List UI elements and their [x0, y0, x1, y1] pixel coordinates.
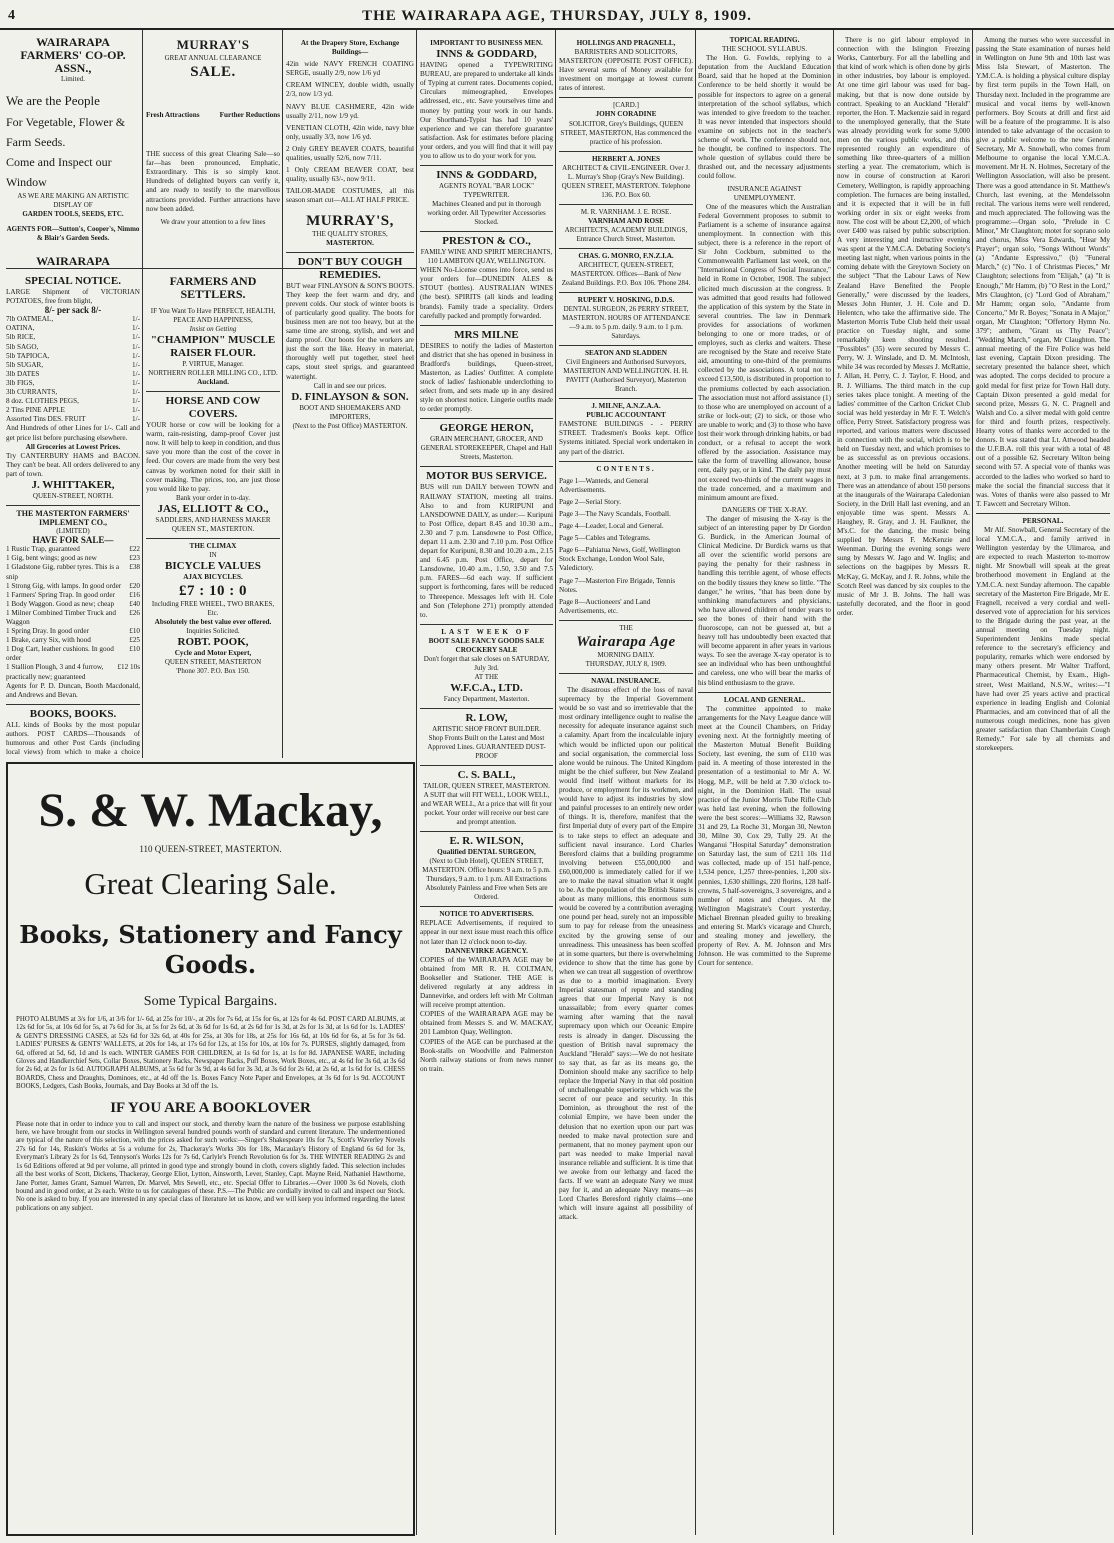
- price-list-row: [6, 315, 140, 324]
- list-item: VENETIAN CLOTH, 42in wide, navy blue only, usually 3/3, now 1/6 yd.: [286, 123, 414, 141]
- mackay-bargains: Some Typical Bargains.: [143, 994, 278, 1009]
- price-list-item: 1 Farmers' Spring Trap. In good order: [6, 590, 115, 599]
- jones-name: HERBERT A. JONES: [591, 154, 661, 163]
- business-men: IMPORTANT TO BUSINESS MEN.: [430, 39, 543, 47]
- whittaker-text1: And Hundreds of other Lines for 1/-. Call and get price list before purchasing elsewhere.: [6, 424, 140, 442]
- list-item: Page 3—The Navy Scandals, Football.: [559, 509, 671, 518]
- column-4: [420, 36, 553, 1536]
- column-rule: [555, 30, 556, 1535]
- column-rule: [282, 30, 283, 758]
- unemployment-text: One of the measures which the Australian Federal Government proposes to submit to Parliament is a scheme of insurance against unemployment. In connection with this subject, there is a reference in the report of Sir John Cockburn, submitted to the Commonwealth Parliament last week, on the "International Congress of Social Insurance," held in Rome in October, 1908. The subject elicited much discussion at the congress. It was admitted that good results had followed the application of this system by the State in several countries. The law in Denmark provides for associations of workmen belonging to one or more trades, or of employes, such as clerks and waiters. These are recognised by the State and receive State aid, amounting to one-third of the premiums collected by the associations. A total not to exceed £13,500, is distributed in proportion to the premiums collected by each association. The association must not afford assistance (1) to those who are unemployed on account of a strike or lock-out; (2) to sick, or those who are unable to work; and (3) to those who have lost their work through drinking habits, or bad conduct, or a refusal to accept the work offered by the association. Assistance may take the form of travelling allowance, house rent, daily pay, or in kind. The daily pay must not exceed two-thirds of the current wages in the trade concerned, and a maximum and minimum amount are fixed.: [698, 202, 831, 502]
- price-list-item: 8 doz. CLOTHES PEGS,: [6, 397, 79, 406]
- wilson-text: (Next to Club Hotel), QUEEN STREET, MASTERTON. Office hours: 9 a.m. to 5 p.m. Thursdays, 9 a.m. to 1 p.m. All Extractions Absolutely Painless and Free when Sets are Ordered.: [422, 857, 551, 902]
- murray-text: THE success of this great Clearing Sale—so far—has been pronounced, Emphatic, Extraordinary. This is so simply knot. Hundreds of delighted buyers can verify it, and are ready to testify to the marvellous attractions provided. Further attractions have now been added.: [146, 150, 280, 213]
- coop-line3: Come and Inspect our Window: [6, 155, 112, 189]
- heron-heading: GEORGE HERON,: [439, 422, 534, 435]
- murray-fresh: Fresh Attractions: [146, 111, 200, 119]
- rive-text: ALL kinds of Books by the most popular authors. POST CARDS—Thousands of humorous and other Post Cards (including local views) from which to make a choice: [6, 720, 140, 756]
- hollings-text: MASTERTON (OPPOSITE POST OFFICE). Have several sums of Money available for investment on mortgage at lowest current rates of interest.: [559, 57, 693, 93]
- price-list-price: £26: [129, 608, 140, 617]
- column-rule: [142, 30, 143, 758]
- price-list-item: 3lb CURRANTS,: [6, 388, 58, 397]
- price-list-item: 1 Milner Combined Timber Truck and Waggon: [6, 608, 117, 626]
- syllabus-text: The Hon. G. Fowlds, replying to a deputation from the Auckland Education Board, said that he hoped at the Dominion Conference to be held shortly it would be possible for inspectors to agree on a general interpretation of the school syllabus, which was intended to give freedom to the teacher. It was never intended that inspectors should examine on subjects not in the teacher's scheme of work. The conference should not, he thought, be confined to inspectors. The whole question of syllabus could there be thrashed out, and the necessary adjustments could follow.: [698, 54, 831, 181]
- mackay-ad: [6, 762, 415, 1536]
- ball-name: C. S. BALL,: [457, 769, 516, 782]
- column-rule: [972, 30, 973, 1535]
- column-rule: [695, 30, 696, 1535]
- seaton-ad: [559, 346, 693, 399]
- pook-in: IN: [209, 550, 217, 559]
- coop-line2: For Vegetable, Flower & Farm Seeds.: [6, 115, 126, 149]
- mackay-name: S. & W. Mackay,: [38, 784, 383, 837]
- price-list-item: 5lb RICE,: [6, 333, 36, 342]
- price-list-item: 5lb TAPIOCA,: [6, 351, 50, 360]
- murray-reductions: Further Reductions: [219, 111, 280, 119]
- price-list-row: [6, 324, 140, 333]
- local-heading: LOCAL AND GENERAL.: [698, 692, 831, 705]
- mackay-booklover-text: Please note that in order to induce you to call and inspect our stock, and thereby learn the nature of the business we purpose establishing here, we have brought from our stocks in Wellington several hundred pounds worth of standard and current literature. The undermentioned are typical of the nature of this selection, with the prices asked for such works:—Singer's Shakespeare 10s for 7s, Scott's Waverley Novels 27s 6d for 14s, Ruskin's Works at 5s a volume for 2s, Thackeray's Works 30s for 18s, Macaulay's History of England 6s 6d for 3s, Everyman's Library 2s for 1s 6d, Tennyson's Works 12s for 7s 6d, Carlyle's French Revolution 6s for 3s. THE WINTER READING 2s and 1s 6d Editions offered at 9d per volume, all printed in good type and strongly bound in cloth, covers slightly faded. This selection includes all the best works of Scott, Dickens, Thackeray, George Eliot, Lytton, Ainsworth, Lever, Stanley, Capt. Mayne Reid, Nathaniel Hawthorne, Jane Porter, James Grant, Samuel Warren, Dr. Marvel, Mrs Sewell, etc., etc. Special Offer to Libraries.—Over 1000 3s 6d Novels, cloth bound and in good order, at 2s each. Write to us for catalogues of these. P.S.—The Public are cordially invited to call and inspect our Stock. No one is asked to buy. If you are interested in any special class of literature let us know, and we will keep you informed regarding the latest publications on any subject.: [16, 1120, 405, 1212]
- price-list-row: [6, 645, 140, 663]
- column-8: [976, 36, 1110, 1536]
- jones-text: ARCHITECT & CIVIL-ENGINEER. Over J. L. Murray's Shop (Gray's New Building). QUEEN STREET, MASTERTON. Telephone 136. P.O. Box 60.: [561, 163, 691, 199]
- low-name: R. LOW,: [465, 712, 508, 725]
- price-list-row: [6, 545, 140, 554]
- topical-heading: TOPICAL READING.: [729, 36, 800, 44]
- pook-best: Absolutely the best value ever offered.: [154, 618, 272, 627]
- implement-agents: Agents for P. D. Duncan, Booth Macdonald, and Andrews and Bevan.: [6, 681, 140, 699]
- whittaker-address: QUEEN-STREET, NORTH.: [32, 491, 114, 500]
- dannevirke-heading: DANNEVIRKE AGENCY.: [445, 946, 528, 955]
- notice-text: REPLACE Advertisements, if required to appear in our next issue must reach this office not later than 12 o'clock noon to-day.: [420, 919, 553, 946]
- column-5: [559, 36, 693, 1536]
- hosking-ad: [559, 293, 693, 346]
- implement-heading: HAVE FOR SALE—: [32, 535, 114, 546]
- price-list-price: 1/-: [132, 360, 140, 369]
- masthead-title: THE WAIRARAPA AGE, THURSDAY, JULY 8, 1909.: [362, 8, 752, 24]
- list-item: TAILOR-MADE COSTUMES, all this season smart cut—ALL AT HALF PRICE.: [286, 187, 414, 205]
- settlers-company: NORTHERN ROLLER MILLING CO., LTD.: [148, 369, 278, 377]
- preston-text: WHEN No-License comes into force, send us your orders for—DUNEDIN ALES & STOUT (bottles). AUSTRALIAN WINES (the best). SPIRITS (all kinds and leading brands). Family trade a speciality. Orders carefully packed and promptly forwarded.: [420, 266, 553, 320]
- price-list-price: £23: [129, 554, 140, 563]
- covers-send: Bank your order in to-day.: [176, 493, 250, 502]
- wfca-dept: Fancy Department, Masterton.: [443, 695, 530, 704]
- pook-trade: Cycle and Motor Expert,: [174, 649, 252, 658]
- list-item: Page 6—Pahiatua News, Golf, Wellington Stock Exchange, London Wool Sale, Valedictory.: [559, 546, 681, 573]
- implement-price-list: [6, 545, 140, 681]
- list-item: Page 4—Leader, Local and General.: [559, 522, 664, 531]
- whittaker-groceries: All Groceries at Lowest Prices.: [25, 442, 121, 451]
- price-list-row: [6, 591, 140, 600]
- murray-drapery: At the Drapery Store, Exchange Buildings—: [300, 39, 400, 57]
- price-list-price: £22: [129, 545, 140, 554]
- hollings-ad: [559, 36, 693, 98]
- low-sub: ARTISTIC SHOP FRONT BUILDER.: [432, 725, 541, 734]
- murray-sale-ad: [146, 36, 280, 266]
- mackay-address: 110 QUEEN-STREET, MASTERTON.: [139, 844, 282, 854]
- page-number: 4: [8, 8, 15, 23]
- murray-attention: We draw your attention to a few lines: [160, 217, 266, 226]
- list-item: Page 7—Masterton Fire Brigade, Tennis Notes.: [559, 576, 676, 594]
- coop-line1: We are the People: [6, 93, 100, 108]
- price-list-price: £20: [129, 581, 140, 590]
- settlers-signed: P. VIRTUE, Manager.: [182, 360, 244, 368]
- seaton-name: SEATON AND SLADDEN: [584, 348, 667, 357]
- price-list-price: 1/-: [132, 351, 140, 360]
- price-list-row: [6, 563, 140, 581]
- inns-text: HAVING opened a TYPEWRITING BUREAU, are prepared to undertake all kinds of Typing at current rates. Documents copied, Circulars mimeographed, Envelopes addressed, etc., etc. Save yourselves time and money by putting your work in our hands. Our Shorthand-Typist has had 10 years' experience and we can therefore guarantee satisfaction. Ask for estimates before placing your orders, and you will find that it will pay you to allow us to do your work for you.: [420, 61, 553, 161]
- murray-line-list: [286, 60, 414, 205]
- hollings-sub: BARRISTERS AND SOLICITORS,: [574, 48, 678, 57]
- sale-text: Don't forget that sale closes on SATURDAY, July 3rd.: [423, 655, 550, 673]
- coop-name-2: WAIRARAPA: [36, 254, 110, 266]
- price-list-row: [6, 352, 140, 361]
- ball-ad: [420, 766, 553, 832]
- naval-article: [559, 674, 693, 1223]
- monro-ad: [559, 249, 693, 293]
- pook-brand: AJAX BICYCLES.: [183, 572, 243, 581]
- local-text: The committee appointed to make arrangements for the Navy League dance will meet at the Council Chambers, on Friday evening next. At the fortnightly meeting of the Masterton Mutual Benefit Building Society, last evening, the sum of £110 was paid in. A meeting of those interested in the presentation of a testimonial to Mr A. W. Hogg, M.P., will be held at 7.30 o'clock to-night, in the Dominion Hall. The usual practice of the Junior Morris Tube Rifle Club was held last evening, when the following were the best scores:—Williams 32, Rawson 31 and 29, La Roche 31, Morgan 30, Newton 30, Milne 30, Cox 29, Tully 29. At the Wanganui "Hospital Saturday" demonstration on Saturday last, the sum of £211 10s 11d was collected, made up of 151 half-pence, 1,534 pence, 1,257 three-pennies, 1,200 six-pennies, 1,630 shillings, 220 florins, 128 half-crowns, 5 half-sovereigns, 3 sovereigns, and a number of notes and cheques. At the Wellington Magistrate's Court yesterday, Michael Brennan pleaded guilty to breaking and entering St. Mark's vicarage and Church, and stealing money and jewellery, the property of Rev. A. M. Johnson and Mrs Johnson. He was committed to the Supreme Court for sentence.: [698, 704, 831, 968]
- personal-text: Mr Alf. Snowball, General Secretary of the local Y.M.C.A., and family arrived in Wellington yesterday by the Ulimaroa, and are expected to reach Masterton to-morrow night. Mr Snowball will speak at the great brotherhood movement in England at the Y.M.C.A. next Sunday afternoon. The capable secretary of the Masterton Fire Brigade, Mr E. Fragnell, received a very cordial and well-deserved vote of appreciation for his services to the Brigade during the past year, at the annual meeting on Tuesday night. Superintendent Jenkins made special reference to the secretary's efficiency and popularity, remarks which were endorsed by many others present. Mr Walter Trafford, Pharmaceutical Chemist, by Exam., High-street, West Maitland, N.S.W., writes:—"I have had over 25 years active and practical experience in leading English and Colonial Pharmacies, and am convinced that of all the numerous cough medicines, none has given greater satisfaction than Chamberlain Cough Remedy." For sale by all chemists and storekeepers.: [976, 525, 1110, 753]
- inns-heading: INNS & GODDARD,: [436, 48, 537, 61]
- covers-text: YOUR horse or cow will be looking for a warm, rain-resisting, damp-proof Cover just now. It will help to keep in condition, and thus save you more than the cost of the cover in feed. Our covers are made from the very best canvas by workmen noted for their skill in cover making. The prices, too, are just those you would like to pay.: [146, 421, 280, 493]
- murray-town: MASTERTON.: [326, 238, 374, 247]
- contents-list: [559, 477, 693, 616]
- implement-name: THE MASTERTON FARMERS' IMPLEMENT CO.,: [16, 508, 130, 528]
- whittaker-name: J. WHITTAKER,: [31, 478, 115, 491]
- coop-limited: Limited.: [61, 75, 85, 83]
- wilson-ad: [420, 832, 553, 907]
- motor-text: BUS will run DAILY between TOWN and RAILWAY STATION, meeting all trains. Also to and from KURIPUNI and LANSDOWNE DAILY, as under:— Kuripuni to Post Office, depart 8.45 and 10.30 a.m., 2.30 and 7 p.m. Lansdowne to Post Office, depart 11 a.m. 2.30 and 7.10 p.m. Post Office depart for Kuripuni, 8.30 and 10.20 a.m., 2.15 and 6.45 p.m. Post Office, depart for Lansdowne, 10.40 a.m., 1.50, 3.50 and 7.5 p.m. FARES—6d each way. If sufficient support is forthcoming, fares will be reduced to Threepence. Messages left with H. Cole and Son (Telephone 271) promptly attended to.: [420, 483, 553, 619]
- price-list-item: 1 Body Waggon. Good as new; cheap: [6, 599, 115, 608]
- whittaker-ad: [6, 272, 140, 506]
- price-list-row: [6, 627, 140, 636]
- finlayson-text: BUT wear FINLAYSON & SON'S BOOTS. They keep the feet warm and dry, and prevent colds. Our stock of winter boots is of particularly good quality. The boots for business men are not too heavy, but at the same time are strong, stylish, and wet and damp proof. Our boots for the workers are just the sort the like. Heavy in material, thoroughly well put together, steel heel caps, stout steel sprigs, and guaranteed watertight.: [286, 281, 414, 381]
- price-list-row: [6, 406, 140, 415]
- wfca-ad: [420, 625, 553, 709]
- masthead: [0, 6, 1114, 30]
- price-list-item: OATINA,: [6, 324, 35, 333]
- boot-sale: BOOT SALE FANCY GOODS SALE CROCKERY SALE: [428, 636, 545, 655]
- sale-week: LAST WEEK OF: [441, 627, 532, 636]
- inns2-heading: INNS & GODDARD,: [436, 169, 537, 182]
- covers-name: JAS, ELLIOTT & CO.,: [157, 502, 269, 515]
- business-men-ad: [420, 36, 553, 166]
- price-list-item: 1 Gladstone Gig, rubber tyres. This is a snip: [6, 563, 120, 581]
- price-list-price: 1/-: [132, 333, 140, 342]
- hosking-name: RUPERT V. HOSKING, D.D.S.: [577, 295, 675, 304]
- list-item: Page 5—Cables and Telegrams.: [559, 534, 651, 543]
- list-item: CREAM WINCEY, double width, usually 2/3, now 1/3 yd.: [286, 81, 414, 99]
- price-list-price: 1/-: [132, 324, 140, 333]
- monro-text: ARCHITECT, QUEEN-STREET, MASTERTON. Offices—Bank of New Zealand Buildings. P.O. Box 106. 'Phone 284.: [561, 260, 691, 287]
- price-list-price: 1/-: [132, 397, 140, 406]
- coop-line5: GARDEN TOOLS, SEEDS, ETC.: [22, 210, 124, 218]
- ball-sub: TAILOR, QUEEN STREET, MASTERTON.: [423, 782, 550, 791]
- column-3: [286, 36, 414, 756]
- heron-text: GRAIN MERCHANT, GROCER, AND GENERAL STOREKEEPER, Chapel and Hall Streets, Masterton.: [420, 435, 553, 462]
- milne-heading: MRS MILNE: [454, 328, 519, 341]
- finlayson-ad: [286, 253, 414, 435]
- price-list-item: 2 Tins PINE APPLE: [6, 406, 65, 415]
- whittaker-heading: SPECIAL NOTICE.: [25, 275, 121, 287]
- pook-ad: [146, 539, 280, 680]
- coop-name: WAIRARAPA FARMERS' CO-OP. ASSN.,: [20, 36, 126, 75]
- pook-address: QUEEN STREET, MASTERTON: [164, 658, 262, 667]
- price-list-price: £12 10s: [117, 663, 140, 672]
- unemployment-heading: INSURANCE AGAINST UNEMPLOYMENT.: [727, 184, 802, 202]
- notices: [420, 907, 553, 1078]
- mackay-text: PHOTO ALBUMS at 3/s for 1/6, at 3/6 for 1/- 6d, at 25s for 10/-, at 20s for 7s 6d, at 15s for 6s, at 12s for 4s 6d. POST CARD ALBUMS, at 12s 6d for 5s, at 10s 6d for 5s, at 7s 6d for 3s, at 5s for 2s 6d, at 3s 6d for 1s 6d, at 2s 6d for 1s 3d, at 2s for 1s 3d, at 1s 6d for 1s. LADIES' & GENT'S DRESSING CASES, at 52s 6d for 32s 6d, at 40s for 25s, at 30s for 18s, at 25s for 16s 6d, at 10s 6d for 6s, at 5s for 3s 6d. LADIES' PURSES & GENTS' WALLETS, at 20s for 14s, at 17s 6d for 12s, at 15s for 10s, at 10s for 7s. PURSES, slightly damaged, from 6d, offered at 5d, 6d, 1d and 1s each. WINTER GAMES FOR CHILDREN, at 1s 6d for 1s, at 1s for 8d. JAPANESE WARE, including Gloves and Handkerchief Sets, Collar Boxes, Stationery Racks, Newspaper Racks, Puff Boxes, Work Boxes, etc., at 4s 6d for 3s 6d, at 3s 6d for 2s 6d, at 2s for 1s 6d. AUTOGRAPH ALBUMS, at 5s 6d for 3s 9d, at 4s 6d for 3s 3d, at 3s 6d for 2s 6d, at 2s 6d, at 1s 6d for 1s. CHESS BOARDS, Chess and Draughts, Dominoes, etc., at 4d off the 1s. Boxes Fancy Note Paper and Envelopes, at 3s 6d for 1s 9d. ACCOUNT BOOKS, Ledgers, Cash Books, Journals, and Day Books at 3d off the 1s.: [16, 1016, 405, 1091]
- copies-text: COPIES of the WAIRARAPA AGE may be obtained from Messrs S. and W. MACKAY, 201 Lambton Quay, Wellington.: [420, 1010, 553, 1037]
- naval-heading: NAVAL INSURANCE.: [591, 676, 661, 685]
- heron-ad: [420, 419, 553, 467]
- price-list-row: [6, 388, 140, 397]
- pook-phone: 'Phone 307. P.O. Box 150.: [176, 667, 250, 676]
- price-list-item: 1 Brake, carry Six, with hood: [6, 636, 91, 645]
- price-list-item: 1 Spring Dray. In good order: [6, 627, 89, 636]
- murray-line: GREAT ANNUAL CLEARANCE: [164, 54, 262, 62]
- covers-trade: SADDLERS, AND HARNESS MAKER: [155, 515, 271, 524]
- price-list-row: [6, 333, 140, 342]
- price-list-price: 1/-: [132, 388, 140, 397]
- finlayson-name: D. FINLAYSON & SON.: [291, 390, 409, 403]
- implement-ad: [6, 506, 140, 705]
- finlayson-address: (Next to the Post Office) MASTERTON.: [292, 421, 408, 430]
- price-list-row: [6, 636, 140, 645]
- column-7: [837, 36, 970, 1536]
- dannevirke-text: COPIES of the WAIRARAPA AGE may be obtained from MR R. H. COLTMAN, Bookseller and Stationer. THE AGE is delivered regularly at any address in Dannevirke, and orders left with Mr Coltman will receive prompt attention.: [420, 955, 553, 1010]
- column-6: [698, 36, 831, 1536]
- price-list-price: £25: [129, 636, 140, 645]
- wilson-name: E. R. WILSON,: [449, 835, 524, 848]
- caradine-name: JOHN CORADINE: [595, 110, 657, 119]
- nameplate-title: Wairarapa Age: [576, 633, 676, 650]
- pook-price: £7 : 10 : 0: [179, 583, 247, 600]
- varnham-ad: [559, 205, 693, 249]
- price-list-item: 3lb DATES: [6, 369, 40, 378]
- coop-agents: AGENTS FOR—Sutton's, Cooper's, Nimmo & Blair's Garden Seeds.: [6, 225, 140, 242]
- list-item: NAVY BLUE CASHMERE, 42in wide usually 2/11, now 1/9 yd.: [286, 102, 414, 120]
- syllabus-heading: THE SCHOOL SYLLABUS.: [722, 45, 807, 54]
- price-list-row: [6, 397, 140, 406]
- mackay-books: Books, Stationery and Fancy Goods.: [19, 920, 402, 979]
- varnham-text: ARCHITECTS, ACADEMY BUILDINGS, Entrance Church Street, Masterton.: [564, 225, 688, 243]
- column-2-lower: [146, 272, 280, 756]
- varnham-names: M. R. VARNHAM. J. E. ROSE.: [580, 207, 672, 216]
- price-list-item: Assorted Tins DES. FRUIT: [6, 415, 86, 424]
- price-list-price: 1/-: [132, 315, 140, 324]
- contents-box: [559, 462, 693, 621]
- price-list-row: [6, 370, 140, 379]
- murray-name-2: MURRAY'S,: [306, 212, 394, 229]
- list-item: Page 2—Serial Story.: [559, 497, 622, 506]
- price-list-item: 5lb SUGAR,: [6, 360, 44, 369]
- column-rule: [833, 30, 834, 1535]
- pook-climax: THE CLIMAX: [189, 541, 237, 550]
- milne-acct-name: J. MILNE, A.N.Z.A.A.: [591, 402, 661, 411]
- price-list-row: [6, 361, 140, 370]
- column-1-lower: [6, 272, 140, 756]
- settlers-text1: IF You Want To Have PERFECT, HEALTH, PEACE AND HAPPINESS,: [150, 307, 276, 324]
- column-rule: [416, 30, 417, 1535]
- list-item: 42in wide NAVY FRENCH COATING SERGE, usually 2/9, now 1/6 yd: [286, 60, 414, 78]
- milne-text: DESIRES to notify the ladies of Masterton and district that she has opened in business in Bradford's buildings, Queen-street, Masterton, as Ladies' Outfitter. A complete stock of ladies' fashionable underclothing to select from, and sets made up in any desired style on shortest notice. Lingerie outfits made to order promptly.: [420, 341, 553, 414]
- murray-name: MURRAY'S: [176, 37, 250, 52]
- horse-covers-ad: [146, 392, 280, 539]
- murray-sale: SALE.: [190, 64, 236, 80]
- preston-ad: [420, 232, 553, 326]
- coop-line4: AS WE ARE MAKING AN ARTISTIC DISPLAY OF: [17, 192, 129, 209]
- card-label: [CARD.]: [613, 101, 639, 110]
- farmers-coop-ad: [6, 36, 140, 266]
- price-list-row: [6, 343, 140, 352]
- inns2-text: Machines Cleaned and put in thorough working order. All Typewriter Accessories Stocked.: [427, 200, 546, 227]
- price-list-row: [6, 600, 140, 609]
- jones-ad: [559, 152, 693, 205]
- finlayson-trade: BOOT AND SHOEMAKERS AND IMPORTERS,: [299, 403, 401, 421]
- whittaker-text2: Try CANTERBURY HAMS and BACON. They can't be beat. All orders delivered to any part of town.: [6, 451, 140, 478]
- mackay-sale: Great Clearing Sale.: [84, 866, 337, 901]
- column-7-text: There is no girl labour employed in connection with the Islington Freezing Works, Canterbury. For all the labelling and that kind of work which is often done by girls in other industries, boy labour is employed. At one time girl labour was used for bag-making, but that is now done outside by contract. Speaking to an Auckland "Herald" reporter, the Hon. T. Mackenzie said in regard to the unemployed generally, that the State was already providing work for some 9,000 men on the various public works, and this represented roughly an expenditure of something like three-quarters of a million sterling a year. The crematorium, which is now in course of construction at Karori Cemetery, Wellington, is rapidly approaching completion. The furnaces are being installed, and it is expected that it will be in full working order in six or eight weeks from now. The cost will be about £2,200, of which over £400 was raised by public subscription. A very interesting and instructive evening was spent at the Y.M.C.A. Debating Society's meeting last night, when various points in the coming debate with the Greytown Society on the subject "That the Labour Laws of New Zealand Have Benefited the People Generally," were discussed by the leaders, Messrs John Hunter, J. H. Cole and D. Helentcn, who take the affirmative side. The Masterton Morris Tube Club held their usual practice on Tuesday night, and some remarkably keen shooting resulted. "Possibles" (35) were secured by Messrs C. Perry, W. J. Winslade, and D. M. McIntosh, while 34 was recorded by Messrs J. McRattie, J. Allan, H. Perry, C. J. Taylor, F. Hood, and R. J. Williams. The third match in the cup series takes place tonight. A meeting of the ladies' committee of the Carlton Cricket Club social was held yesterday in Mr F. T. Welch's office, Perry Street. Satisfactory progress was reported, and various matters were discussed in connection with the social, which is to be held on Tuesday next, and which promises to be as successful as on previous occasions. Another meeting will be held on Saturday next, at 3 p.m. to make final arrangements. There was an attendance of about 150 persons at the inaugurals of the Wairarapa Caledonian Society, in the Drill Hall last evening, and an enjoyable time was spent. Messrs A. Haughey, R. Gray, and J. H. Faulkner, the M's.C. for the dancing, the music being supplied by Messrs F. McKenzie and Weenman. During the evening songs were sung by Messrs W. Jago and W. Inglis; and selections on the bagpipes by Messrs R. McKay, G. McKay, and J. R. Johns, while the Scotch Reel was danced by six couples to the music of Mr J. B. Johns. The hall was tastefully decorated, and the floor in good order.: [837, 36, 970, 617]
- finlayson-call: Call in and see our prices.: [313, 381, 387, 390]
- pook-inquiries: Inquiries Solicited.: [186, 627, 240, 636]
- contents-heading: CONTENTS.: [596, 464, 656, 473]
- whittaker-price: 8/- per sack 8/-: [44, 305, 102, 316]
- nameplate-date: THURSDAY, JULY 8, 1909.: [585, 659, 667, 668]
- wfca-name: W.F.C.A., LTD.: [450, 682, 523, 695]
- price-list-price: 1/-: [132, 406, 140, 415]
- settlers-insist: Insist on Getting: [189, 325, 237, 333]
- inns2-agents: AGENTS ROYAL "BAR LOCK" TYPEWRITER.: [438, 182, 535, 200]
- caradine-text: SOLICITOR, Grey's Buildings, QUEEN STREET, MASTERTON, Has commenced the practice of his profession.: [560, 119, 692, 146]
- murray-lines: [286, 36, 414, 253]
- personal-heading: PERSONAL.: [976, 513, 1110, 526]
- rive-heading: BOOKS, BOOKS.: [29, 707, 117, 720]
- murray-quality: THE QUALITY STORES,: [312, 229, 388, 238]
- ball-text: A SUIT that will FIT WELL, LOOK WELL, and WEAR WELL, At a price that will fit your pocket. Your order will receive our best care and prompt attention.: [420, 791, 553, 827]
- mackay-booklover: IF YOU ARE A BOOKLOVER: [110, 1099, 311, 1116]
- price-list-price: £40: [129, 599, 140, 608]
- low-ad: [420, 709, 553, 766]
- inns-typewriter-ad: [420, 166, 553, 232]
- whittaker-intro: LARGE Shipment of VICTORIAN POTATOES, free from blight,: [6, 288, 140, 306]
- price-list-item: 3lb FIGS,: [6, 378, 35, 387]
- hollings-name: HOLLINGS AND PRAGNELL,: [576, 39, 676, 47]
- price-list-price: £38: [129, 563, 140, 572]
- price-list-item: 5lb SAGO,: [6, 342, 39, 351]
- xray-heading: DANGERS OF THE X-RAY.: [721, 505, 808, 514]
- low-text: Shop Fronts Built on the Latest and Most Approved Lines. GUARANTEED DUST-PROOF: [427, 734, 546, 761]
- monro-name: CHAS. G. MONRO, F.N.Z.I.A.: [578, 251, 674, 260]
- preston-address: 110 LAMBTON QUAY, WELLINGTON.: [427, 257, 546, 266]
- price-list-row: [6, 609, 140, 627]
- caradine-ad: [559, 98, 693, 151]
- nameplate-morning: MORNING DAILY.: [597, 650, 655, 659]
- covers-heading: HORSE AND COW COVERS.: [165, 395, 261, 421]
- price-list-item: 1 Stallion Plough, 3 and 4 furrow, practically new; guaranteed: [6, 663, 104, 681]
- implement-limited: (LIMITED): [56, 527, 90, 536]
- copies2-text: COPIES of the AGE can be purchased at the Book-stalls on Woodville and Palmerston North railway stations or from news runner on train.: [420, 1037, 553, 1073]
- xray-text: The danger of misusing the X-ray is the subject of an interesting paper by Dr Gordon G. Burdick, in the American Journal of Clinical Medicine. Dr Burdick warns us that all over the scientific world persons are paying the penalty for their rashness in handling this terrible agent, of whose effects on the bodily tissues they knew so little. "The danger," he writes, "that has been done by unthinking manufacturers and physicians, who have allowed children of tender years to see the bones of their hand with the fluoroscope, can not be guessed at, but a heavy toll has undoubtedly been exacted that will become apparent in after years in various ways. To see the average X-ray operator is to see an individual who has been unthoughtful and careless, one who will bear the marks of his blind enthusiasm to the grave.: [698, 514, 831, 687]
- naval-text: The disastrous effect of the loss of naval supremacy by the Imperial Government would be so vast and so irretrievable that the most ordinary intelligence ought to realise the necessity for adequate insurance against such a calamity. Apart from the incalculable injury which would be inflicted upon our political and social organisation, the commercial loss alone would be ruinous. The United Kingdom might be the chief sufferer, but New Zealand would find itself without markets for its produce, or employment for its workmen, and would have to adjust its industries by slow and painful processes to an entirely new order of things. It is, therefore, manifest that the first Imperial duty of every part of the Empire is to take steps to effect an adequate and sufficient naval insurance. Lord Charles Beresford claims that a building programme involving between £55,000,000 and £60,000,000 is immediately called for if we are to make the naval situation what it ought to be. As the population of the British States is about as many millions, this enormous sum would be covered by a contribution averaging one pound per head, surely not an impossible sum to pay for release from the uneasiness excited by the growing sense of our unreadiness. This uneasiness has been scoffed at in some quarters, but there is overwhelming evidence to show that the time has gone by when we can treat all suggestion of overthrow as due to a morbid imagination. Every Imperial statesman of repute and standing agrees that our Imperial Navy is not unassailable; from every quarter comes warning after warning that the naval supremacy upon which our Oceanic Empire rests is already in danger. Discussing the question of British naval supremacy the Auckland "Herald" says:—We do not hesitate to say that, as far as its means go, the Dominion should make any sacrifice to help replace the Imperial Navy in that old position of unchallengeable superiority which was the secret of our peace and security. In this Dominion, as throughout the rest of the colonial Empire, we have been under the delusion that no exertion upon our part was needed to make naval protection sure and permanent, that no money payment upon our part was needed to make Imperial naval insurance reliable and sufficient. It is time that we awoke from our lethargy and faced the facts. If we want an adequate Navy we must pay for it, and an adequate Navy means—as Lord Charles Beresford rightly claims—one which will insure against all possibility of attack.: [559, 686, 693, 1222]
- settlers-heading: FARMERS AND SETTLERS.: [169, 274, 257, 301]
- motor-bus-ad: [420, 467, 553, 624]
- list-item: Page 1—Wanteds, and General Advertisements.: [559, 476, 649, 494]
- price-list-row: [6, 554, 140, 563]
- milne-acct-sub: PUBLIC ACCOUNTANT: [586, 411, 666, 420]
- finlayson-heading: DON'T BUY COUGH REMEDIES.: [297, 255, 403, 281]
- settlers-town: Auckland.: [197, 378, 229, 386]
- at-the: AT THE: [474, 673, 499, 682]
- nameplate-the: THE: [619, 623, 633, 632]
- price-list-item: 1 Dog Cart, leather cushions. In good order: [6, 645, 114, 663]
- list-item: 1 Only CREAM BEAVER COAT, best quality, usually 63/-, now 9/11.: [286, 166, 414, 184]
- whittaker-price-list: [6, 315, 140, 424]
- paper-nameplate: [559, 621, 693, 674]
- price-list-row: [6, 663, 140, 681]
- covers-address: QUEEN ST., MASTERTON.: [171, 524, 255, 533]
- price-list-price: £10: [129, 645, 140, 654]
- price-list-price: £10: [129, 627, 140, 636]
- milne-accountant-ad: [559, 399, 693, 462]
- milne-ad: [420, 326, 553, 420]
- price-list-price: 1/-: [132, 369, 140, 378]
- preston-sub: FAMILY WINE AND SPIRIT MERCHANTS,: [420, 248, 553, 257]
- price-list-item: 1 Rustic Trap, guaranteed: [6, 545, 80, 554]
- pook-includes: Including FREE WHEEL, TWO BRAKES, Etc.: [151, 600, 275, 618]
- list-item: 2 Only GREY BEAVER COATS, beautiful qualities, usually 52/6, now 7/11.: [286, 144, 414, 163]
- column-8-text: Among the nurses who were successful in passing the State examination of nurses held in Wellington on June 9th and 10th last was Miss Isla Stewart, of Masterton. The Y.M.C.A. is holding a physical culture display by first term pupils in the Town Hall, on Thursday next. Included in the programme are musical and vocal items by well-known performers. Boy Scouts at drill and first aid will be a feature of the programme. It is also intended to take advantage of the occasion to give a public welcome to the new General Secretary, Mr A. Snowball, who comes from Melbourne to organise the local Y.M.C.A. movement. Mr H. N. Holmes, Secretary of the Wellington Association, will also be present. There was a good attendance in St. Matthew's Church, last evening, at the Mendelssohn recital. The various items were well rendered, and much appreciated. The following was the programme:—Organ solo, "Prelude in C Minor," Mr Claughton; motet for soprano solo and chorus, Miss Vera Edwards, "Hear My Prayer"; organ solo, "Songs Without Words" (a) "Andante Espressivo," (b) "Funeral March," (c) "No. 1 of Christmas Pieces," Mr Claughton; selections from "Elijah," (a) "It is Enough," Mr Hamm, (b) "O Rest in the Lord," Mrs Claughton, (c) "Lord God of Abraham," Mr Hamm; organ solo, "Andante from Concerto," Mr R. Boyes; "Sonata in A Major," organ, Mr Claughton; "Offertory Hymn No. 379"; anthem, "Grant us Thy Peace"; "Wedding March," organ, Mr Claughton. The annual meeting of the Fire Police was held last evening, Captain Dixon presiding. The secretary presented the balance sheet, which was adopted. The corps decided to procure a gold medal for first prize for Town Hall duty. Captain Dixon presented a gold medal for second prize, Messrs G. N. C. Pragnell and Walsh and Co. a silver medal with gold centre for third and fourth prizes, respectively. Hearty votes of thanks were accorded to the donors. It was stated that Lt. Attwood headed the U.F.B.A. roll this year with a total of 48 out of a possible 62. Secretary Wilton being second with 57. A special vote of thanks was accorded to the ladies who worked so hard to make the social the financial success that it was. Votes of thanks were also passed to Mr T. Fawcett and Secretary Wilton.: [976, 36, 1110, 508]
- price-list-price: 1/-: [132, 342, 140, 351]
- seaton-text: Civil Engineers and Authorised Surveyors, MASTERTON AND WELLINGTON. H. H. PAVITT (Authorised Surveyor), Masterton Branch.: [563, 358, 689, 394]
- hosking-text: DENTAL SURGEON, 26 PERRY STREET, MASTERTON. HOURS OF ATTENDANCE—9 a.m. to 5 p.m. daily. 9 a.m. to 1 p.m. Saturdays.: [562, 304, 690, 340]
- price-list-item: 7lb OATMEAL,: [6, 315, 54, 324]
- wilson-sub: Qualified DENTAL SURGEON,: [437, 848, 536, 857]
- varnham-name: VARNHAM AND ROSE: [588, 216, 664, 225]
- price-list-item: 1 Strong Gig, with lamps. In good order: [6, 581, 122, 590]
- farmers-settlers-ad: [146, 272, 280, 392]
- price-list-row: [6, 415, 140, 424]
- pook-heading: BICYCLE VALUES: [165, 559, 261, 572]
- notice-heading: NOTICE TO ADVERTISERS.: [439, 910, 534, 919]
- price-list-price: £16: [129, 590, 140, 599]
- milne-acct-text: FAMSTONE BUILDINGS - - PERRY STREET. Tradesmen's Books kept. Office Systems initiated. Special work undertaken in any part of the district.: [559, 420, 693, 456]
- price-list-price: 1/-: [132, 378, 140, 387]
- price-list-item: 1 Gig, bent wings; good as new: [6, 554, 97, 563]
- motor-heading: MOTOR BUS SERVICE.: [426, 470, 547, 483]
- price-list-row: [6, 379, 140, 388]
- preston-heading: PRESTON & CO.,: [442, 235, 531, 248]
- settlers-product: "CHAMPION" MUSCLE RAISER FLOUR.: [150, 334, 276, 359]
- pook-name: ROBT. POOK,: [177, 636, 249, 649]
- rive-ad: [6, 705, 140, 756]
- list-item: Page 8—Auctioneers' and Land Advertisements, etc.: [559, 597, 651, 615]
- price-list-row: [6, 582, 140, 591]
- price-list-price: 1/-: [132, 415, 140, 424]
